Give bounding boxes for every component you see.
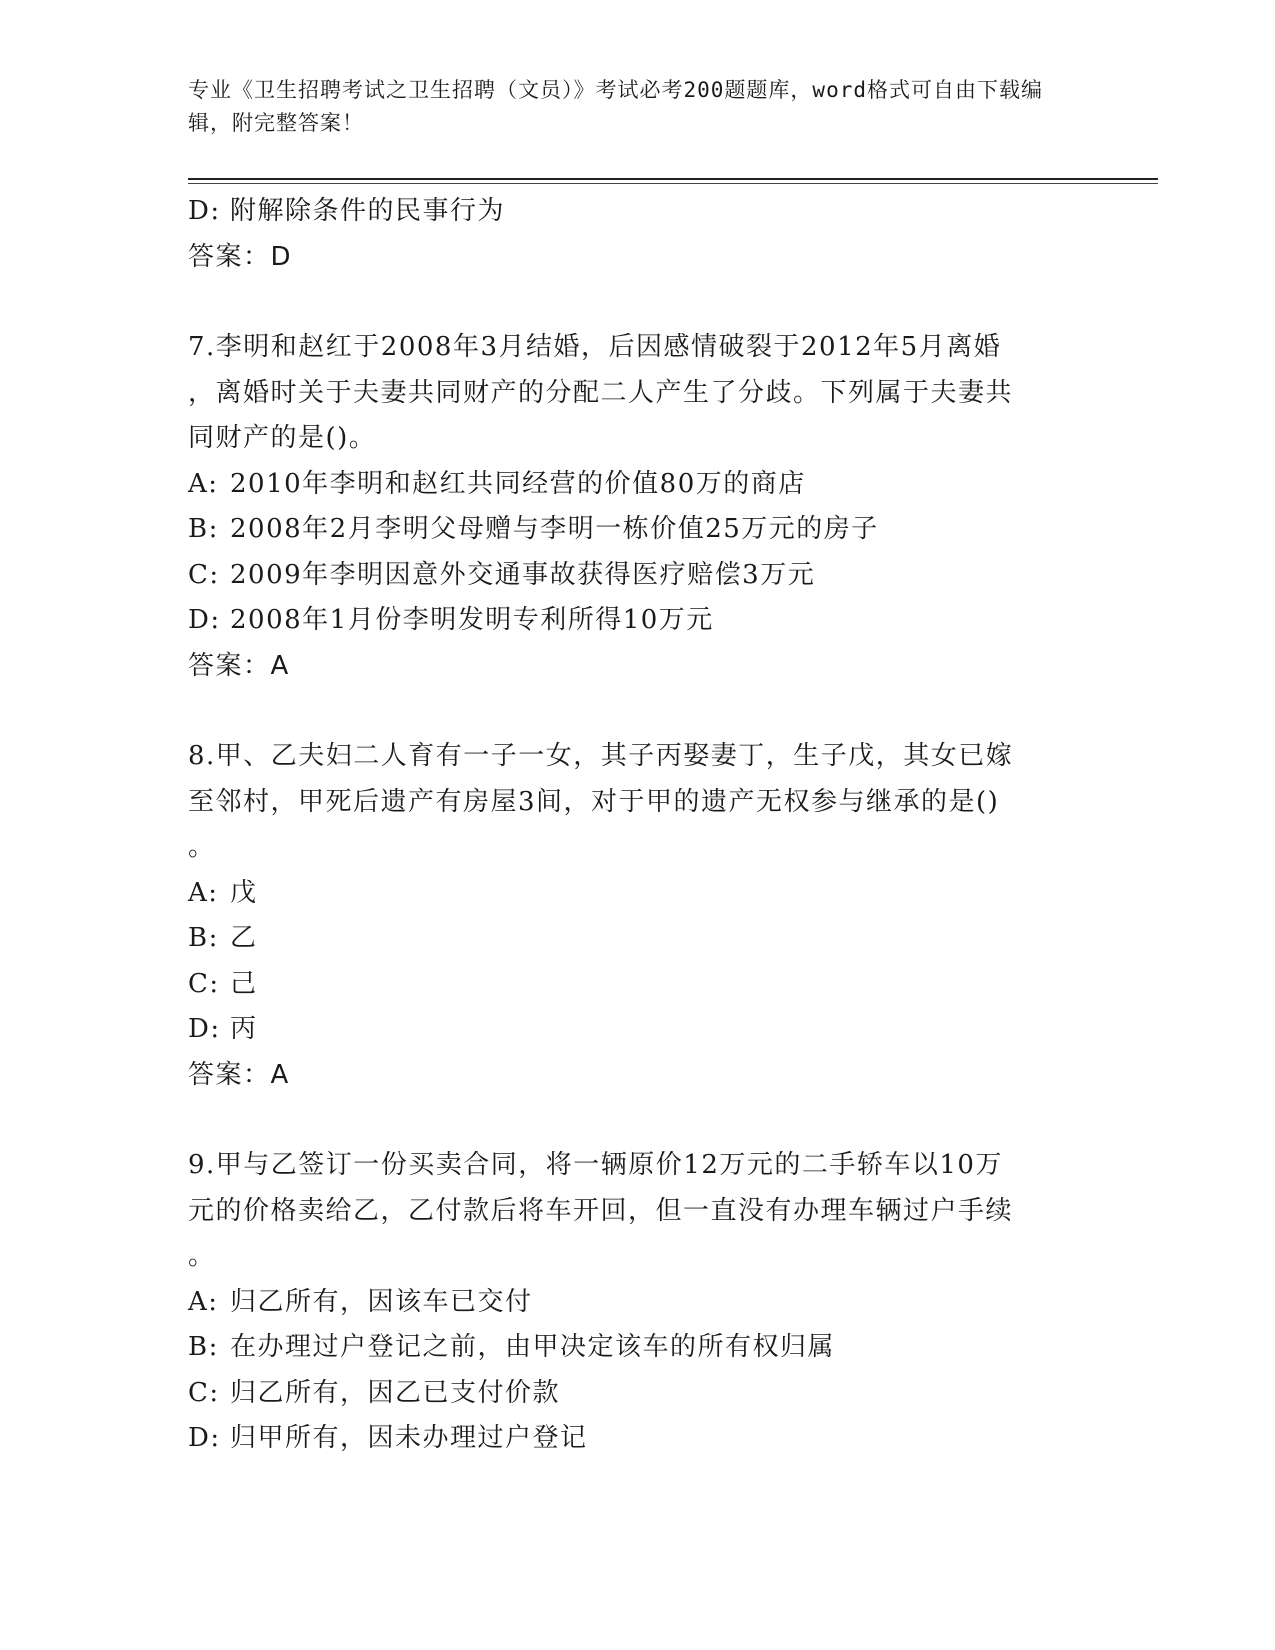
option-b [188,916,1068,962]
option-text: 2008年2月李明父母赠与李明一栋价值25万元的房子 [230,514,879,544]
question-line: ，离婚时关于夫妻共同财产的分配二人产生了分歧。下列属于夫妻共 [188,377,1014,408]
answer-line: 答案：A [188,650,290,681]
option-d [188,1416,1068,1462]
document-header: 专业《卫生招聘考试之卫生招聘（文员）》考试必考200题题库，word格式可自由下载编辑，附完整答案！ [188,78,1043,135]
question-line: 7.李明和赵红于2008年3月结婚，后因感情破裂于2012年5月离婚 [188,332,1002,362]
option-a [188,462,1068,508]
header-divider [188,178,1158,180]
option-letter: B: [188,923,219,953]
option-letter: A: [188,877,219,908]
question-block-7 [188,325,1068,689]
answer-line: 答案：A [188,1059,290,1090]
header-divider-thin [188,183,1158,184]
option-letter: C: [188,968,220,999]
option-text: 2010年李明和赵红共同经营的价值80万的商店 [230,468,806,499]
question-block-6 [188,189,1068,280]
option-text: 归乙所有，因该车已交付 [230,1286,533,1317]
option-letter: A: [188,468,219,499]
option-letter: D: [188,1423,221,1453]
option-letter: C: [188,1377,220,1408]
document-body [188,189,1068,1462]
option-d [188,598,1068,644]
option-text: 己 [230,968,258,999]
question-line: 。 [188,1241,216,1271]
option-letter: B: [188,1332,219,1362]
option-text: 在办理过户登记之前，由甲决定该车的所有权归属 [230,1332,836,1362]
option-text: 归甲所有，因未办理过户登记 [230,1423,588,1453]
option-text: 附解除条件的民事行为 [230,196,506,226]
answer-line: 答案：D [188,241,293,272]
option-b [188,1325,1068,1371]
option-letter: D: [188,605,221,635]
question-line: 8.甲、乙夫妇二人育有一子一女，其子丙娶妻丁，生子戊，其女已嫁 [188,741,1014,771]
question-block-9 [188,1143,1068,1462]
option-text: 丙 [230,1014,258,1044]
question-line: 元的价格卖给乙，乙付款后将车开回，但一直没有办理车辆过户手续 [188,1195,1014,1226]
question-line: 。 [188,832,216,862]
option-text: 2009年李明因意外交通事故获得医疗赔偿3万元 [230,559,816,590]
option-letter: A: [188,1286,219,1317]
option-letter: D: [188,196,221,226]
option-text: 乙 [230,923,258,953]
option-c [188,962,1068,1008]
option-c [188,1371,1068,1417]
question-line: 同财产的是()。 [188,423,377,453]
question-line: 至邻村，甲死后遗产有房屋3间，对于甲的遗产无权参与继承的是() [188,786,1000,817]
option-letter: C: [188,559,220,590]
option-c [188,553,1068,599]
option-text: 戊 [230,877,258,908]
option-d [188,189,1068,235]
option-letter: B: [188,514,219,544]
option-a [188,1280,1068,1326]
question-block-8 [188,734,1068,1098]
option-text: 2008年1月份李明发明专利所得10万元 [230,605,714,635]
option-b [188,507,1068,553]
option-letter: D: [188,1014,221,1044]
question-line: 9.甲与乙签订一份买卖合同，将一辆原价12万元的二手轿车以10万 [188,1150,1003,1180]
option-a [188,871,1068,917]
option-text: 归乙所有，因乙已支付价款 [230,1377,561,1408]
option-d [188,1007,1068,1053]
